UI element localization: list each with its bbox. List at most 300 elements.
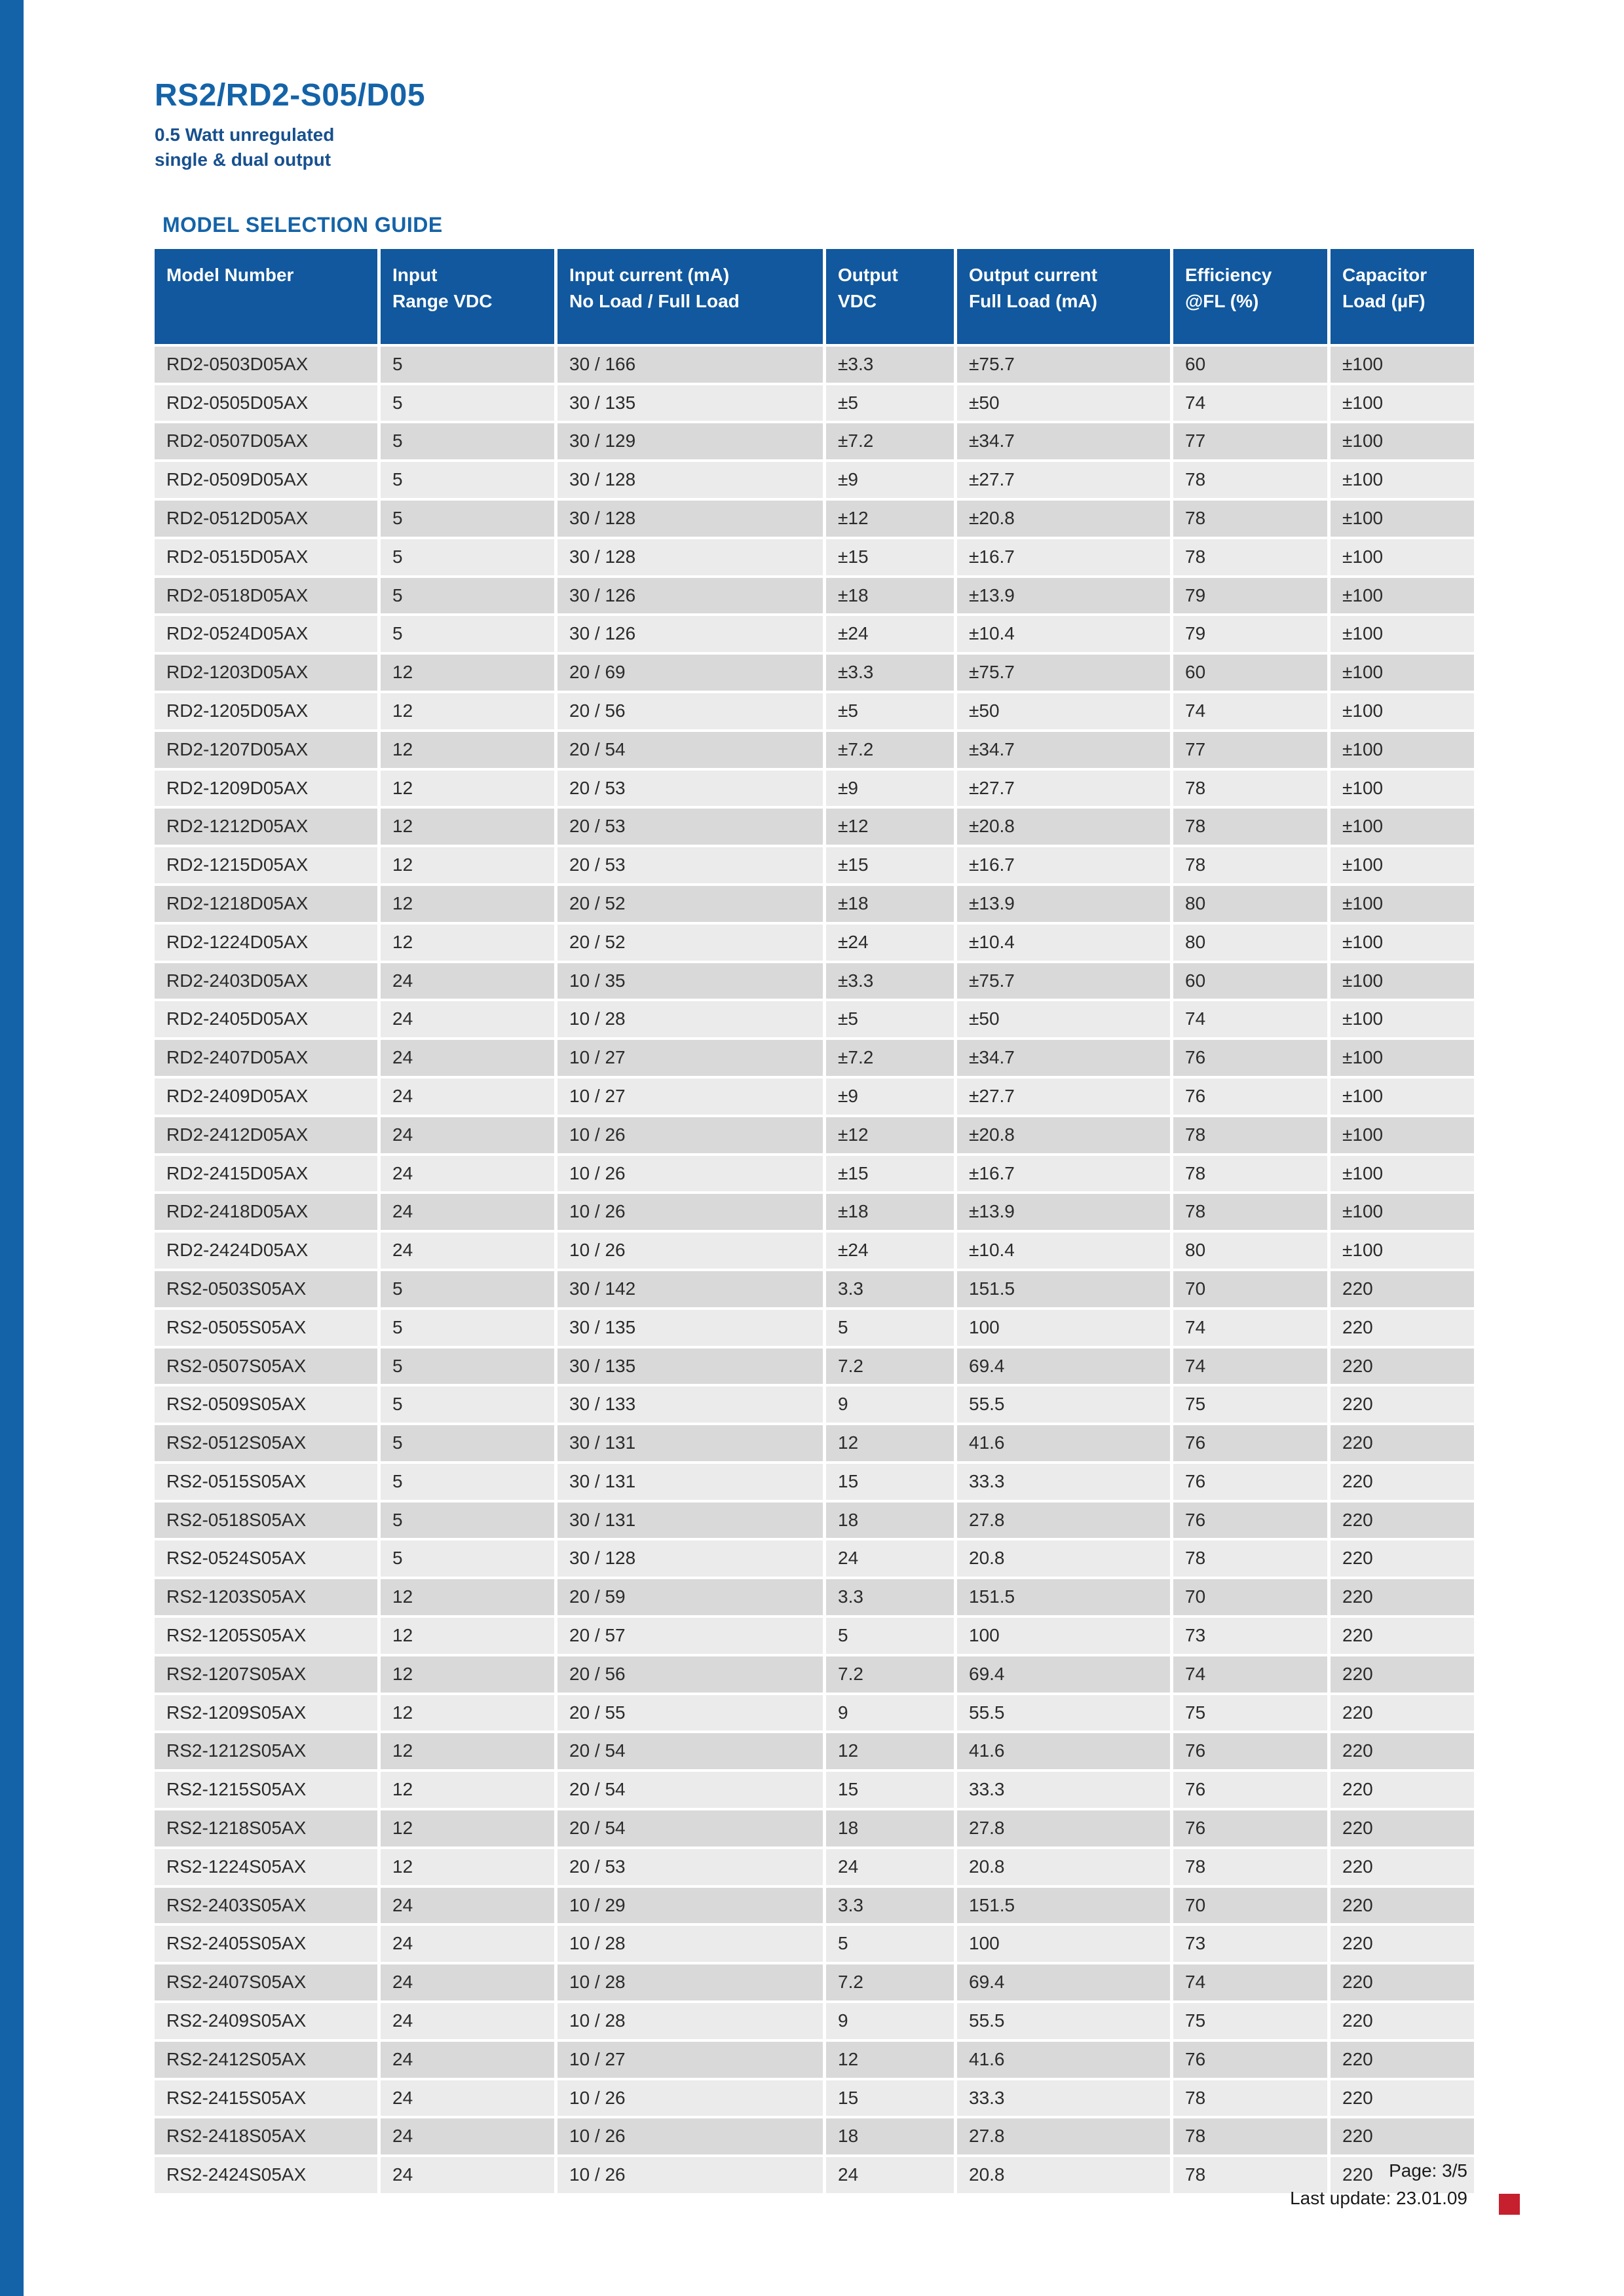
table-cell: 5 [381, 1387, 554, 1423]
table-cell: ±3.3 [826, 347, 954, 383]
table-cell: RS2-2409S05AX [155, 2003, 377, 2039]
table-cell: ±75.7 [957, 655, 1170, 691]
table-cell: 10 / 29 [557, 1888, 823, 1924]
table-cell: 100 [957, 1926, 1170, 1962]
table-row [155, 1964, 1474, 2000]
table-cell: RD2-0503D05AX [155, 347, 377, 383]
table-row [155, 1310, 1474, 1346]
table-cell: ±27.7 [957, 462, 1170, 498]
table-row [155, 1579, 1474, 1615]
table-cell: ±27.7 [957, 771, 1170, 807]
table-cell: 24 [381, 2080, 554, 2116]
table-cell: 70 [1173, 1579, 1327, 1615]
table-cell: 78 [1173, 2080, 1327, 2116]
table-cell: RS2-0507S05AX [155, 1349, 377, 1385]
table-cell: 20 / 54 [557, 1733, 823, 1769]
table-cell: RS2-1209S05AX [155, 1695, 377, 1731]
table-cell: ±10.4 [957, 925, 1170, 961]
table-cell: RD2-2424D05AX [155, 1233, 377, 1269]
table-cell: 69.4 [957, 1656, 1170, 1693]
table-cell: 78 [1173, 771, 1327, 807]
table-cell: ±18 [826, 578, 954, 614]
table-cell: ±100 [1331, 539, 1474, 575]
table-cell: RS2-0509S05AX [155, 1387, 377, 1423]
table-cell: ±75.7 [957, 963, 1170, 999]
table-cell: 20 / 53 [557, 847, 823, 883]
table-cell: 15 [826, 1772, 954, 1808]
table-cell: 151.5 [957, 1271, 1170, 1307]
table-cell: ±100 [1331, 655, 1474, 691]
table-cell: ±100 [1331, 1233, 1474, 1269]
table-row [155, 1040, 1474, 1076]
table-cell: ±50 [957, 1001, 1170, 1037]
table-cell: ±24 [826, 1233, 954, 1269]
table-cell: 69.4 [957, 1964, 1170, 2000]
table-cell: 74 [1173, 1310, 1327, 1346]
table-cell: 75 [1173, 1387, 1327, 1423]
table-cell: 220 [1331, 1964, 1474, 2000]
table-body [155, 347, 1474, 2193]
table-header-row [155, 249, 1474, 344]
table-cell: 5 [381, 1271, 554, 1307]
table-cell: ±100 [1331, 1117, 1474, 1153]
table-cell: 30 / 133 [557, 1387, 823, 1423]
table-cell: 3.3 [826, 1888, 954, 1924]
table-cell: 76 [1173, 1733, 1327, 1769]
table-cell: 76 [1173, 1464, 1327, 1500]
table-cell: ±100 [1331, 847, 1474, 883]
table-cell: 220 [1331, 1387, 1474, 1423]
table-cell: RD2-2405D05AX [155, 1001, 377, 1037]
table-cell: RD2-1207D05AX [155, 732, 377, 768]
table-cell: 24 [381, 1233, 554, 1269]
table-cell: ±100 [1331, 1156, 1474, 1192]
table-cell: RS2-2415S05AX [155, 2080, 377, 2116]
table-cell: 20 / 53 [557, 809, 823, 845]
table-cell: RS2-1203S05AX [155, 1579, 377, 1615]
table-cell: 9 [826, 2003, 954, 2039]
table-cell: ±20.8 [957, 501, 1170, 537]
table-row [155, 847, 1474, 883]
table-cell: ±5 [826, 1001, 954, 1037]
table-cell: 78 [1173, 2118, 1327, 2154]
table-cell: RD2-1205D05AX [155, 693, 377, 729]
table-cell: ±13.9 [957, 1194, 1170, 1230]
table-cell: 5 [381, 385, 554, 421]
table-row [155, 693, 1474, 729]
table-cell: RD2-2403D05AX [155, 963, 377, 999]
table-cell: 10 / 26 [557, 1194, 823, 1230]
table-cell: 27.8 [957, 1502, 1170, 1539]
model-selection-table [155, 249, 1474, 2193]
table-cell: 60 [1173, 655, 1327, 691]
table-cell: 30 / 128 [557, 501, 823, 537]
table-cell: 78 [1173, 1849, 1327, 1885]
table-cell: 220 [1331, 1810, 1474, 1846]
table-cell: 78 [1173, 2157, 1327, 2193]
table-cell: RS2-0515S05AX [155, 1464, 377, 1500]
table-row [155, 963, 1474, 999]
table-cell: 74 [1173, 1656, 1327, 1693]
table-cell: 24 [381, 1926, 554, 1962]
table-cell: 10 / 27 [557, 1079, 823, 1115]
table-cell: 220 [1331, 2080, 1474, 2116]
table-cell: 78 [1173, 539, 1327, 575]
table-cell: 20 / 52 [557, 925, 823, 961]
table-cell: 33.3 [957, 1464, 1170, 1500]
table-row [155, 2118, 1474, 2154]
table-cell: ±100 [1331, 1194, 1474, 1230]
table-cell: 73 [1173, 1926, 1327, 1962]
table-header-cell: Input current (mA) No Load / Full Load [557, 249, 823, 344]
table-cell: 5 [381, 1310, 554, 1346]
table-row [155, 1464, 1474, 1500]
table-cell: 3.3 [826, 1271, 954, 1307]
table-cell: ±100 [1331, 963, 1474, 999]
table-cell: 12 [381, 1695, 554, 1731]
table-cell: 10 / 28 [557, 1964, 823, 2000]
table-cell: RD2-2412D05AX [155, 1117, 377, 1153]
table-cell: 74 [1173, 1964, 1327, 2000]
table-cell: ±12 [826, 809, 954, 845]
table-cell: 77 [1173, 423, 1327, 459]
table-cell: 24 [826, 1540, 954, 1577]
table-header-cell: Efficiency @FL (%) [1173, 249, 1327, 344]
table-cell: 60 [1173, 347, 1327, 383]
table-cell: 24 [826, 2157, 954, 2193]
table-row [155, 1810, 1474, 1846]
table-row [155, 1271, 1474, 1307]
table-cell: 5 [826, 1926, 954, 1962]
table-row [155, 1079, 1474, 1115]
table-cell: 20 / 56 [557, 1656, 823, 1693]
table-cell: 220 [1331, 1888, 1474, 1924]
table-row [155, 501, 1474, 537]
table-cell: 27.8 [957, 1810, 1170, 1846]
table-cell: ±7.2 [826, 732, 954, 768]
table-cell: 24 [381, 963, 554, 999]
table-cell: 220 [1331, 1271, 1474, 1307]
table-cell: ±10.4 [957, 1233, 1170, 1269]
table-row [155, 886, 1474, 922]
page-footer [155, 2157, 1467, 2212]
table-cell: 5 [826, 1310, 954, 1346]
table-cell: ±20.8 [957, 1117, 1170, 1153]
table-cell: 24 [381, 1964, 554, 2000]
table-cell: 220 [1331, 2118, 1474, 2154]
table-cell: 30 / 131 [557, 1464, 823, 1500]
table-row [155, 1733, 1474, 1769]
table-cell: 60 [1173, 963, 1327, 999]
table-cell: 220 [1331, 1425, 1474, 1461]
table-cell: 30 / 129 [557, 423, 823, 459]
table-cell: 10 / 28 [557, 2003, 823, 2039]
table-cell: RS2-0518S05AX [155, 1502, 377, 1539]
table-cell: RS2-0512S05AX [155, 1425, 377, 1461]
table-cell: ±7.2 [826, 1040, 954, 1076]
table-row [155, 1001, 1474, 1037]
table-cell: 220 [1331, 1618, 1474, 1654]
table-cell: 220 [1331, 1349, 1474, 1385]
table-cell: ±5 [826, 693, 954, 729]
table-cell: 10 / 26 [557, 2118, 823, 2154]
table-row [155, 1695, 1474, 1731]
table-cell: RD2-2415D05AX [155, 1156, 377, 1192]
table-cell: 12 [826, 1425, 954, 1461]
table-cell: RS2-1218S05AX [155, 1810, 377, 1846]
table-cell: 30 / 128 [557, 1540, 823, 1577]
table-cell: 30 / 131 [557, 1502, 823, 1539]
table-cell: ±15 [826, 847, 954, 883]
table-cell: 220 [1331, 1464, 1474, 1500]
table-cell: 9 [826, 1695, 954, 1731]
table-cell: 24 [381, 1888, 554, 1924]
table-cell: RD2-0509D05AX [155, 462, 377, 498]
table-cell: 10 / 26 [557, 2080, 823, 2116]
table-cell: ±34.7 [957, 423, 1170, 459]
table-cell: 74 [1173, 1001, 1327, 1037]
table-cell: ±13.9 [957, 578, 1170, 614]
table-cell: 24 [381, 1001, 554, 1037]
table-row [155, 2080, 1474, 2116]
table-cell: RD2-0524D05AX [155, 616, 377, 652]
table-row [155, 1502, 1474, 1539]
table-cell: 30 / 131 [557, 1425, 823, 1461]
table-cell: 7.2 [826, 1656, 954, 1693]
table-cell: 220 [1331, 1849, 1474, 1885]
table-row [155, 1156, 1474, 1192]
table-cell: ±18 [826, 1194, 954, 1230]
table-cell: ±100 [1331, 925, 1474, 961]
table-cell: 30 / 128 [557, 462, 823, 498]
table-cell: 55.5 [957, 1387, 1170, 1423]
table-cell: ±13.9 [957, 886, 1170, 922]
table-cell: ±100 [1331, 423, 1474, 459]
table-cell: 27.8 [957, 2118, 1170, 2154]
table-cell: 220 [1331, 1540, 1474, 1577]
table-row [155, 1926, 1474, 1962]
table-cell: 30 / 126 [557, 616, 823, 652]
table-cell: 78 [1173, 1194, 1327, 1230]
table-cell: 76 [1173, 1502, 1327, 1539]
table-cell: RD2-1215D05AX [155, 847, 377, 883]
table-cell: 10 / 26 [557, 1233, 823, 1269]
footer-red-square [1499, 2194, 1520, 2215]
table-cell: 30 / 126 [557, 578, 823, 614]
table-cell: 30 / 135 [557, 1310, 823, 1346]
table-row [155, 1387, 1474, 1423]
table-cell: 10 / 28 [557, 1926, 823, 1962]
table-cell: 20.8 [957, 2157, 1170, 2193]
table-cell: 18 [826, 1502, 954, 1539]
table-header-cell: Capacitor Load (µF) [1331, 249, 1474, 344]
table-cell: 41.6 [957, 1733, 1170, 1769]
table-cell: 5 [381, 578, 554, 614]
table-cell: RS2-1212S05AX [155, 1733, 377, 1769]
table-cell: ±50 [957, 385, 1170, 421]
table-cell: 220 [1331, 1733, 1474, 1769]
table-cell: 18 [826, 2118, 954, 2154]
table-cell: 76 [1173, 1810, 1327, 1846]
footer-page-number: Page: 3/5 [1389, 2160, 1467, 2181]
table-cell: 12 [381, 732, 554, 768]
table-cell: RD2-1209D05AX [155, 771, 377, 807]
table-cell: 15 [826, 1464, 954, 1500]
table-cell: 220 [1331, 1502, 1474, 1539]
table-cell: 5 [826, 1618, 954, 1654]
table-cell: ±24 [826, 925, 954, 961]
table-cell: 20 / 54 [557, 732, 823, 768]
table-cell: ±100 [1331, 1079, 1474, 1115]
table-cell: 220 [1331, 1772, 1474, 1808]
table-cell: ±100 [1331, 347, 1474, 383]
table-cell: ±16.7 [957, 847, 1170, 883]
table-cell: 5 [381, 347, 554, 383]
table-cell: ±10.4 [957, 616, 1170, 652]
table-cell: 5 [381, 539, 554, 575]
table-cell: 78 [1173, 847, 1327, 883]
table-cell: 73 [1173, 1618, 1327, 1654]
table-cell: 80 [1173, 925, 1327, 961]
table-cell: ±9 [826, 1079, 954, 1115]
table-cell: ±27.7 [957, 1079, 1170, 1115]
table-cell: ±3.3 [826, 963, 954, 999]
table-cell: ±12 [826, 501, 954, 537]
table-row [155, 423, 1474, 459]
table-row [155, 732, 1474, 768]
footer-last-update: Last update: 23.01.09 [1290, 2188, 1467, 2208]
table-cell: 12 [381, 655, 554, 691]
table-header-cell: Output current Full Load (mA) [957, 249, 1170, 344]
table-cell: 10 / 26 [557, 1156, 823, 1192]
table-row [155, 1425, 1474, 1461]
table-cell: ±15 [826, 539, 954, 575]
table-cell: 78 [1173, 1117, 1327, 1153]
table-header-cell: Model Number [155, 249, 377, 344]
table-row [155, 1194, 1474, 1230]
table-cell: 10 / 35 [557, 963, 823, 999]
table-cell: 76 [1173, 2042, 1327, 2078]
table-cell: 20 / 52 [557, 886, 823, 922]
table-cell: RS2-2407S05AX [155, 1964, 377, 2000]
table-cell: RD2-2409D05AX [155, 1079, 377, 1115]
table-cell: 55.5 [957, 2003, 1170, 2039]
table-cell: ±34.7 [957, 732, 1170, 768]
table-cell: RS2-2403S05AX [155, 1888, 377, 1924]
table-cell: 151.5 [957, 1888, 1170, 1924]
table-cell: RS2-1215S05AX [155, 1772, 377, 1808]
table-cell: 220 [1331, 2042, 1474, 2078]
table-cell: 12 [381, 1733, 554, 1769]
table-cell: 24 [381, 2003, 554, 2039]
table-cell: ±100 [1331, 616, 1474, 652]
table-cell: 10 / 27 [557, 1040, 823, 1076]
table-cell: 80 [1173, 1233, 1327, 1269]
table-cell: RS2-1224S05AX [155, 1849, 377, 1885]
table-row [155, 2003, 1474, 2039]
table-header-cell: Input Range VDC [381, 249, 554, 344]
table-cell: 18 [826, 1810, 954, 1846]
table-cell: 33.3 [957, 1772, 1170, 1808]
table-cell: 5 [381, 1502, 554, 1539]
table-cell: 78 [1173, 809, 1327, 845]
table-cell: 24 [381, 2042, 554, 2078]
table-cell: 55.5 [957, 1695, 1170, 1731]
table-row [155, 1656, 1474, 1693]
table-cell: 20 / 55 [557, 1695, 823, 1731]
table-cell: RS2-2424S05AX [155, 2157, 377, 2193]
table-row [155, 462, 1474, 498]
table-cell: 30 / 128 [557, 539, 823, 575]
table-cell: RD2-2407D05AX [155, 1040, 377, 1076]
table-header-cell: Output VDC [826, 249, 954, 344]
table-cell: RD2-2418D05AX [155, 1194, 377, 1230]
table-cell: 10 / 28 [557, 1001, 823, 1037]
table-cell: 12 [381, 1618, 554, 1654]
table-cell: ±100 [1331, 732, 1474, 768]
table-cell: 220 [1331, 2003, 1474, 2039]
table-cell: 5 [381, 1540, 554, 1577]
table-cell: ±16.7 [957, 539, 1170, 575]
table-row [155, 385, 1474, 421]
table-cell: 78 [1173, 462, 1327, 498]
table-cell: 5 [381, 1425, 554, 1461]
table-cell: 76 [1173, 1079, 1327, 1115]
left-accent-bar [0, 0, 24, 2296]
table-cell: ±24 [826, 616, 954, 652]
table-cell: 75 [1173, 2003, 1327, 2039]
table-cell: 20 / 54 [557, 1772, 823, 1808]
table-cell: 74 [1173, 693, 1327, 729]
table-cell: 10 / 26 [557, 1117, 823, 1153]
table-row [155, 925, 1474, 961]
table-cell: 20 / 53 [557, 1849, 823, 1885]
table-row [155, 1117, 1474, 1153]
table-cell: ±100 [1331, 693, 1474, 729]
table-cell: ±9 [826, 771, 954, 807]
table-cell: RD2-0512D05AX [155, 501, 377, 537]
table-cell: 41.6 [957, 2042, 1170, 2078]
table-cell: 12 [381, 1849, 554, 1885]
table-cell: 151.5 [957, 1579, 1170, 1615]
table-cell: 24 [381, 2118, 554, 2154]
table-cell: RD2-1203D05AX [155, 655, 377, 691]
table-cell: 3.3 [826, 1579, 954, 1615]
table-cell: 41.6 [957, 1425, 1170, 1461]
table-cell: 30 / 135 [557, 385, 823, 421]
table-cell: RD2-0515D05AX [155, 539, 377, 575]
table-cell: 220 [1331, 1695, 1474, 1731]
table-cell: ±100 [1331, 501, 1474, 537]
table-cell: 80 [1173, 886, 1327, 922]
table-cell: RS2-0505S05AX [155, 1310, 377, 1346]
table-cell: RS2-1207S05AX [155, 1656, 377, 1693]
table-cell: 12 [381, 1810, 554, 1846]
table-cell: 24 [381, 2157, 554, 2193]
table-cell: RS2-2418S05AX [155, 2118, 377, 2154]
table-cell: 74 [1173, 1349, 1327, 1385]
table-cell: 10 / 27 [557, 2042, 823, 2078]
section-title: MODEL SELECTION GUIDE [162, 212, 443, 237]
table-cell: 74 [1173, 385, 1327, 421]
table-cell: 12 [381, 1656, 554, 1693]
table-row [155, 1849, 1474, 1885]
table-cell: RD2-1224D05AX [155, 925, 377, 961]
table-cell: ±20.8 [957, 809, 1170, 845]
table-row [155, 1540, 1474, 1577]
table-cell: RS2-0524S05AX [155, 1540, 377, 1577]
table-cell: 12 [381, 1772, 554, 1808]
